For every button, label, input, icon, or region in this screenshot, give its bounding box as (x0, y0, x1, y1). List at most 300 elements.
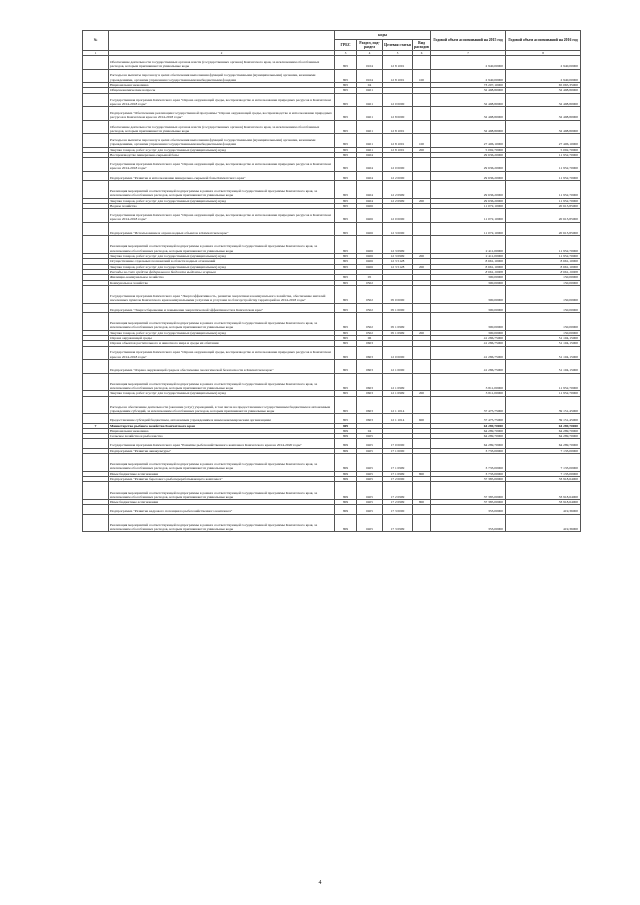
row-amount-2015: 29 636,20000 (431, 198, 506, 203)
table-row (83, 134, 581, 148)
row-grbs: 805 (335, 254, 357, 259)
row-target: 17 1 0000 (383, 448, 413, 453)
row-section: 0405 (357, 505, 383, 514)
row-number (83, 158, 109, 172)
table-body (83, 56, 581, 532)
row-target: 05 0 0000 (383, 285, 413, 303)
row-amount-2016: 150,00000 (506, 330, 581, 335)
row-grbs: 805 (335, 158, 357, 172)
row-section: 04 (357, 83, 383, 88)
table-row (83, 285, 581, 303)
row-description: Расходы на выплаты персоналу в целях обеспечения выполнения функций государственными (муниципальными) органами, казенными учреждениями, органами управления государственными внебюджетными фондами (109, 134, 335, 148)
row-amount-2015: 73 207,10000 (431, 83, 506, 88)
row-grbs: 805 (335, 259, 357, 264)
row-expense-type (413, 373, 431, 391)
row-amount-2016: 8 661,10000 (506, 259, 581, 264)
row-amount-2016: 419,36000 (506, 505, 581, 514)
table-row (83, 514, 581, 532)
row-amount-2015: 300,00000 (431, 303, 506, 312)
row-amount-2016: 11 952,70000 (506, 180, 581, 198)
row-grbs: 805 (335, 236, 357, 254)
row-target: 12 2 0000 (383, 171, 413, 180)
row-amount-2016: 150,00000 (506, 285, 581, 303)
row-description: Иные бюджетные ассигнования (109, 471, 335, 476)
row-grbs: 805 (335, 346, 357, 360)
row-description: Государственная программа Камчатского края "Развитие рыбохозяйственного комплекса Камчатского края на 2014-2020 годы" (109, 439, 335, 448)
row-amount-2015: 41 286,75000 (431, 360, 506, 374)
row-amount-2016: 51 104,15000 (506, 346, 581, 360)
row-amount-2015: 64 289,70000 (431, 439, 506, 448)
row-grbs: 805 (335, 209, 357, 223)
row-amount-2016: 8 661,10000 (506, 269, 581, 274)
index-cell: 3 (335, 51, 357, 56)
row-grbs: 809 (335, 477, 357, 482)
row-expense-type (413, 360, 431, 374)
row-amount-2016: 11 952,70000 (506, 236, 581, 254)
row-amount-2015: 41 286,75000 (431, 341, 506, 346)
row-grbs: 805 (335, 360, 357, 374)
row-description: Реализация мероприятий соответствующей подпрограммы в рамках соответствующей государственной программы Камчатского края, за исключением обособленных расходов, которым присваиваются уникальные коды (109, 514, 335, 532)
row-expense-type (413, 180, 431, 198)
row-description: Закупка товаров, работ и услуг для государственных (муниципальных) нужд (109, 330, 335, 335)
row-target: 05 1 0999 (383, 312, 413, 330)
row-expense-type (413, 439, 431, 448)
row-amount-2016: 32 498,80000 (506, 107, 581, 121)
row-grbs: 805 (335, 264, 357, 269)
row-description: Государственная программа Камчатского края "Охрана окружающей среды, воспроизводство и использование природных ресурсов в Камчатском крае на 2014-2018 годы" (109, 158, 335, 172)
row-target: 17 2 0999 (383, 500, 413, 505)
row-expense-type (413, 56, 431, 70)
page-number: 4 (318, 880, 322, 886)
row-amount-2016: 51 104,15000 (506, 360, 581, 374)
row-description: Закупка товаров, работ и услуг для государственных (муниципальных) нужд (109, 147, 335, 152)
row-section: 06 (357, 335, 383, 340)
row-description: Государственная программа Камчатского края "Охрана окружающей среды, воспроизводство и использование природных ресурсов в Камчатском крае на 2014-2018 годы" (109, 346, 335, 360)
row-number (83, 209, 109, 223)
row-amount-2015: 3 733,00000 (431, 453, 506, 471)
row-grbs: 805 (335, 373, 357, 391)
row-number: 7 (83, 423, 109, 428)
row-section: 0603 (357, 414, 383, 423)
table-row (83, 303, 581, 312)
row-amount-2016: 51 104,15000 (506, 341, 581, 346)
row-section: 0405 (357, 482, 383, 500)
table-row (83, 56, 581, 70)
row-section: 0406 (357, 209, 383, 223)
row-target: 12 1 1014 (383, 414, 413, 423)
row-target: 12 8 1001 (383, 147, 413, 152)
row-section: 0405 (357, 434, 383, 439)
table-row (83, 453, 581, 471)
row-section: 05 (357, 275, 383, 280)
row-section: 0404 (357, 180, 383, 198)
row-expense-type: 200 (413, 254, 431, 259)
row-amount-2016: 20 613,85000 (506, 222, 581, 236)
index-cell: 5 (383, 51, 413, 56)
row-section: 0401 (357, 107, 383, 121)
table-row (83, 180, 581, 198)
row-amount-2015: 41 286,75000 (431, 335, 506, 340)
row-expense-type: 200 (413, 330, 431, 335)
row-amount-2015: 3 811,00000 (431, 373, 506, 391)
row-amount-2015: 37 385,00000 (431, 477, 506, 482)
row-section: 0603 (357, 396, 383, 414)
row-grbs: 805 (335, 396, 357, 414)
row-amount-2015: 3 733,00000 (431, 471, 506, 476)
row-expense-type (413, 171, 431, 180)
row-amount-2016: 11 952,70000 (506, 171, 581, 180)
row-description: Подпрограмма "Развитие берегового рыбоперерабатывающего комплекса" (109, 477, 335, 482)
row-grbs: 805 (335, 280, 357, 285)
row-description: Национальная экономика (109, 428, 335, 433)
row-expense-type (413, 514, 431, 532)
row-amount-2015: 300,00000 (431, 275, 506, 280)
row-grbs: 805 (335, 341, 357, 346)
row-amount-2016: 7 133,00000 (506, 453, 581, 471)
row-description: Жилищно-коммунальное хозяйство (109, 275, 335, 280)
row-number (83, 134, 109, 148)
row-description: Расходы за счет средств федерального бюджета выделены жирным (109, 269, 335, 274)
row-amount-2016: 2 940,00000 (506, 69, 581, 83)
row-description: Расходы на обеспечение деятельности (оказание услуг) учреждений, в том числе на предоставление государственным бюджетным и автономным учреждениям субсидий, за исключением обособленных расходов, которым присваиваются уникальные коды (109, 396, 335, 414)
table-row (83, 69, 581, 83)
row-description: Коммунальное хозяйство (109, 280, 335, 285)
row-description: Государственная программа Камчатского края "Охрана окружающей среды, воспроизводство и использование природных ресурсов в Камчатском крае на 2014-2018 годы" (109, 93, 335, 107)
row-section: 0404 (357, 171, 383, 180)
row-amount-2015: 8 661,10000 (431, 259, 506, 264)
index-cell: 8 (506, 51, 581, 56)
row-amount-2015: 29 636,20000 (431, 152, 506, 157)
row-expense-type: 200 (413, 198, 431, 203)
row-amount-2015: 11 072,10000 (431, 222, 506, 236)
row-grbs: 805 (335, 171, 357, 180)
row-amount-2015: 8 661,10000 (431, 264, 506, 269)
row-amount-2016: 11 952,70000 (506, 152, 581, 157)
index-cell: 1 (83, 51, 109, 56)
row-amount-2016: 11 952,70000 (506, 158, 581, 172)
row-section: 0405 (357, 477, 383, 482)
row-grbs: 809 (335, 505, 357, 514)
row-section: 0603 (357, 341, 383, 346)
row-number (83, 396, 109, 414)
row-target: 12 2 0999 (383, 198, 413, 203)
row-amount-2016: 39 151,45000 (506, 414, 581, 423)
row-amount-2015: 2 940,00000 (431, 69, 506, 83)
header-target: Целевая статья (383, 40, 413, 51)
row-number (83, 453, 109, 471)
row-number (83, 346, 109, 360)
row-grbs: 805 (335, 134, 357, 148)
row-target: 17 1 0999 (383, 453, 413, 471)
row-amount-2015: 41 286,75000 (431, 346, 506, 360)
row-expense-type (413, 107, 431, 121)
row-target: 12 1 0999 (383, 391, 413, 396)
row-grbs: 805 (335, 88, 357, 93)
row-grbs: 805 (335, 147, 357, 152)
row-amount-2016: 150,00000 (506, 275, 581, 280)
row-section: 0406 (357, 222, 383, 236)
row-expense-type: 200 (413, 147, 431, 152)
row-section: 0502 (357, 312, 383, 330)
row-expense-type (413, 209, 431, 223)
row-grbs: 809 (335, 428, 357, 433)
row-amount-2016: 7 133,00000 (506, 471, 581, 476)
row-amount-2015: 32 498,80000 (431, 88, 506, 93)
row-expense-type (413, 505, 431, 514)
index-cell: 4 (357, 51, 383, 56)
row-section: 04 (357, 428, 383, 433)
row-section: 0401 (357, 88, 383, 93)
row-number (83, 120, 109, 134)
row-description: Реализация мероприятий соответствующей подпрограммы в рамках соответствующей государственной программы Камчатского края, за исключением обособленных расходов, которым присваиваются уникальные коды (109, 312, 335, 330)
row-amount-2015: 2 411,00000 (431, 254, 506, 259)
row-amount-2015: 37 475,75000 (431, 414, 506, 423)
row-section: 0104 (357, 56, 383, 70)
row-amount-2016: 20 613,85000 (506, 209, 581, 223)
row-grbs: 805 (335, 312, 357, 330)
row-grbs: 809 (335, 448, 357, 453)
row-grbs: 805 (335, 56, 357, 70)
row-expense-type: 600 (413, 414, 431, 423)
row-section: 0406 (357, 236, 383, 254)
row-expense-type (413, 346, 431, 360)
row-description: Обеспечение деятельности государственных органов власти (государственных органов) Камчатского края, за исключением обособленных расходов, которым присваиваются уникальные коды (109, 120, 335, 134)
row-section: 0104 (357, 69, 383, 83)
index-cell: 6 (413, 51, 431, 56)
row-description: Государственная программа Камчатского края "Охрана окружающей среды, воспроизводство и использование природных ресурсов в Камчатском крае на 2014-2018 годы" (109, 209, 335, 223)
row-amount-2016: 51 104,15000 (506, 335, 581, 340)
row-amount-2015: 8 661,10000 (431, 269, 506, 274)
row-description: Реализация мероприятий соответствующей подпрограммы в рамках соответствующей государственной программы Камчатского края, за исключением обособленных расходов, которым присваиваются уникальные коды (109, 236, 335, 254)
row-amount-2016: 65 065,35000 (506, 83, 581, 88)
header-number: № (83, 31, 109, 51)
row-grbs: 805 (335, 107, 357, 121)
row-grbs: 805 (335, 414, 357, 423)
row-number (83, 303, 109, 312)
row-description: Реализация мероприятий соответствующей подпрограммы в рамках соответствующей государственной программы Камчатского края, за исключением обособленных расходов, которым присваиваются уникальные коды (109, 482, 335, 500)
row-expense-type (413, 312, 431, 330)
row-grbs: 805 (335, 203, 357, 208)
row-section: 0401 (357, 120, 383, 134)
row-section: 0405 (357, 471, 383, 476)
row-number (83, 312, 109, 330)
row-description: Предоставление субсидий бюджетным, автономным учреждениям и иным некоммерческим организациям (109, 414, 335, 423)
row-section: 0405 (357, 439, 383, 448)
row-target: 12 0 0000 (383, 93, 413, 107)
row-grbs: 805 (335, 391, 357, 396)
row-target: 05 1 0000 (383, 303, 413, 312)
row-grbs: 805 (335, 120, 357, 134)
table-row (83, 439, 581, 448)
row-amount-2015: 5 092,70000 (431, 147, 506, 152)
row-amount-2016: 20 613,85000 (506, 203, 581, 208)
row-amount-2015: 37 475,75000 (431, 396, 506, 414)
header-grbs: ГРБС (335, 40, 357, 51)
row-description: Подпрограмма "Обеспечение реализации государственной программы "Охрана окружающей среды, воспроизводство и использование природных ресурсов в Камчатском крае на 2014-2018 годы" (109, 107, 335, 121)
row-target: 17 3 0999 (383, 514, 413, 532)
row-amount-2016: 27 406,10000 (506, 134, 581, 148)
row-amount-2015: 64 289,70000 (431, 434, 506, 439)
row-description: Закупка товаров, работ и услуг для государственных (муниципальных) нужд (109, 198, 335, 203)
row-number (83, 56, 109, 70)
row-amount-2015: 300,00000 (431, 330, 506, 335)
row-amount-2016: 64 289,70000 (506, 428, 581, 433)
table-row (83, 222, 581, 236)
row-target: 12 2 0999 (383, 180, 413, 198)
table-row (83, 482, 581, 500)
row-grbs: 805 (335, 83, 357, 88)
row-description: Сельское хозяйство и рыболовство (109, 434, 335, 439)
header-2016: Годовой объем ассигнований на 2016 год (506, 31, 581, 51)
row-grbs: 805 (335, 180, 357, 198)
row-section: 0603 (357, 391, 383, 396)
row-section: 0404 (357, 158, 383, 172)
row-amount-2015: 353,00000 (431, 505, 506, 514)
row-amount-2015: 32 498,80000 (431, 120, 506, 134)
row-grbs: 805 (335, 222, 357, 236)
row-description: Реализация мероприятий соответствующей подпрограммы в рамках соответствующей государственной программы Камчатского края, за исключением обособленных расходов, которым присваиваются уникальные коды (109, 453, 335, 471)
row-amount-2016: 11 952,70000 (506, 254, 581, 259)
index-cell: 7 (431, 51, 506, 56)
row-amount-2015: 2 411,00000 (431, 236, 506, 254)
row-expense-type (413, 236, 431, 254)
row-expense-type: 100 (413, 69, 431, 83)
row-description: Закупка товаров, работ и услуг для государственных (муниципальных) нужд (109, 264, 335, 269)
row-amount-2015: 300,00000 (431, 280, 506, 285)
row-amount-2016: 39 151,45000 (506, 396, 581, 414)
row-amount-2015: 29 636,20000 (431, 158, 506, 172)
row-grbs: 805 (335, 330, 357, 335)
row-grbs: 809 (335, 471, 357, 476)
row-target: 12 3 0999 (383, 254, 413, 259)
row-description: Подпрограмма "Охрана окружающей среды и обеспечение экологической безопасности в Камчатском крае" (109, 360, 335, 374)
row-section: 0502 (357, 303, 383, 312)
row-target: 12 3 5128 (383, 264, 413, 269)
table-row (83, 93, 581, 107)
row-section: 0401 (357, 134, 383, 148)
row-grbs: 805 (335, 303, 357, 312)
row-number (83, 180, 109, 198)
header-description (109, 31, 335, 51)
row-grbs: 805 (335, 69, 357, 83)
row-amount-2016: 11 952,70000 (506, 373, 581, 391)
row-description: Расходы на выплаты персоналу в целях обеспечения выполнения функций государственными (муниципальными) органами, казенными учреждениями, органами управления государственными внебюджетными фондами (109, 69, 335, 83)
row-number (83, 482, 109, 500)
row-description: Общеэкономические вопросы (109, 88, 335, 93)
row-grbs: 805 (335, 93, 357, 107)
row-target: 12 0 0000 (383, 158, 413, 172)
row-section: 0502 (357, 280, 383, 285)
row-number (83, 514, 109, 532)
row-grbs: 809 (335, 482, 357, 500)
row-number (83, 439, 109, 448)
row-amount-2016: 33 918,64000 (506, 482, 581, 500)
row-target: 12 3 0000 (383, 222, 413, 236)
row-number (83, 285, 109, 303)
row-target: 12 1 1014 (383, 396, 413, 414)
index-cell: 2 (109, 51, 335, 56)
table-row (83, 505, 581, 514)
row-section: 0405 (357, 514, 383, 532)
row-expense-type (413, 453, 431, 471)
row-amount-2015: 3 733,00000 (431, 448, 506, 453)
row-number (83, 93, 109, 107)
row-expense-type (413, 396, 431, 414)
row-amount-2016: 33 918,64000 (506, 500, 581, 505)
header-type: Вид расходов (414, 40, 429, 49)
row-amount-2016: 150,00000 (506, 312, 581, 330)
row-grbs: 809 (335, 434, 357, 439)
row-description: Подпрограмма "Развитие аквакультуры" (109, 448, 335, 453)
row-description: Подпрограмма "Использование и охрана водных объектов в Камчатском крае" (109, 222, 335, 236)
row-target: 12 8 1001 (383, 69, 413, 83)
table-row (83, 414, 581, 423)
row-target: 12 3 0999 (383, 236, 413, 254)
row-amount-2015: 64 289,70000 (431, 428, 506, 433)
row-amount-2015: 300,00000 (431, 285, 506, 303)
table-row (83, 360, 581, 374)
row-number (83, 505, 109, 514)
row-amount-2016: 7 133,00000 (506, 448, 581, 453)
row-description: Подпрограмма "Энергосбережение и повышение энергетической эффективности в Камчатском крае" (109, 303, 335, 312)
row-description: Охрана окружающей среды (109, 335, 335, 340)
row-number (83, 69, 109, 83)
row-amount-2016: 64 289,70000 (506, 434, 581, 439)
row-description: Реализация мероприятий соответствующей подпрограммы в рамках соответствующей государственной программы Камчатского края, за исключением обособленных расходов, которым присваиваются уникальные коды (109, 373, 335, 391)
row-amount-2016: 32 498,80000 (506, 120, 581, 134)
row-number (83, 107, 109, 121)
table-row (83, 209, 581, 223)
row-section: 0603 (357, 346, 383, 360)
row-target: 17 2 0000 (383, 477, 413, 482)
row-section: 0502 (357, 285, 383, 303)
row-expense-type: 800 (413, 500, 431, 505)
row-description: Обеспечение деятельности государственных органов власти (государственных органов) Камчатского края, за исключением обособленных расходов, которым присваиваются уникальные коды (109, 56, 335, 70)
table-row (83, 107, 581, 121)
row-description: Иные бюджетные ассигнования (109, 500, 335, 505)
table-row (83, 396, 581, 414)
row-amount-2016: 8 661,10000 (506, 264, 581, 269)
row-amount-2015: 32 498,80000 (431, 107, 506, 121)
row-section: 0404 (357, 152, 383, 157)
header-section: Раздел, под-раздел (357, 40, 383, 51)
row-grbs: 809 (335, 514, 357, 532)
row-amount-2015: 37 385,00000 (431, 482, 506, 500)
row-number (83, 171, 109, 180)
row-amount-2015: 2 940,00000 (431, 56, 506, 70)
row-section: 0404 (357, 198, 383, 203)
row-section: 0406 (357, 264, 383, 269)
row-amount-2016: 33 918,64000 (506, 477, 581, 482)
row-expense-type (413, 482, 431, 500)
row-grbs: 809 (335, 439, 357, 448)
row-description: Министерство рыбного хозяйства Камчатского края (109, 423, 335, 428)
row-amount-2015: 27 406,10000 (431, 134, 506, 148)
row-grbs: 809 (335, 453, 357, 471)
row-amount-2015: 29 636,20000 (431, 171, 506, 180)
row-section: 0502 (357, 330, 383, 335)
row-section: 0406 (357, 259, 383, 264)
row-target: 12 3 5128 (383, 259, 413, 264)
row-amount-2015: 64 289,70000 (431, 423, 506, 428)
row-expense-type (413, 285, 431, 303)
row-target: 17 3 0000 (383, 505, 413, 514)
budget-table-page (82, 30, 580, 532)
budget-table (82, 30, 581, 532)
row-amount-2015: 3 811,00000 (431, 391, 506, 396)
row-amount-2016: 32 498,80000 (506, 93, 581, 107)
row-expense-type: 200 (413, 264, 431, 269)
